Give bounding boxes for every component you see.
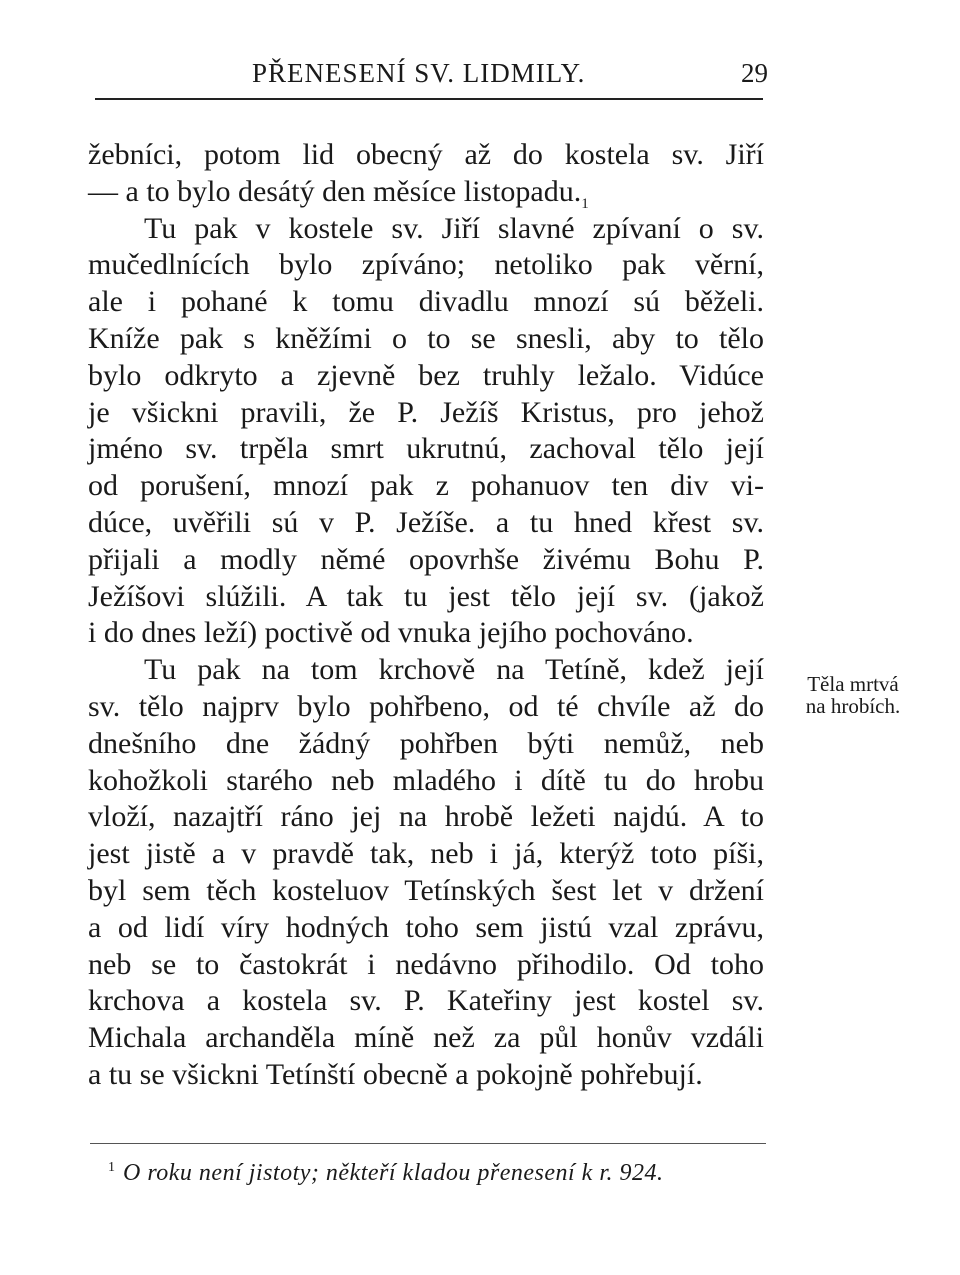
text-line: a od lidí víry hodných toho sem jistú vzal zprávu,	[88, 910, 764, 944]
text-line: i do dnes leží) poctivě od vnuka jejího pochováno.	[88, 616, 694, 650]
body-text	[88, 137, 764, 1094]
margin-note-line: Těla mrtvá	[807, 672, 899, 696]
text-line: Tu pak v kostele sv. Jiří slavné zpívaní o sv.	[144, 211, 764, 245]
text-line: vloží, nazajtří ráno jej na hrobě ležeti najdú. A to	[88, 800, 764, 834]
running-title: PŘENESENÍ SV. LIDMILY.	[252, 58, 586, 88]
footnote-text: O roku není jistoty; někteří kladou přenesení k r. 924.	[123, 1160, 664, 1186]
text-line: ale i pohané k tomu divadlu mnozí sú běželi.	[88, 285, 764, 319]
text-line: jest jistě a v pravdě tak, neb i já, kterýž toto píši,	[88, 837, 764, 871]
text-line: mučedlnících bylo zpíváno; netoliko pak věrní,	[88, 248, 764, 282]
text-line: Kníže pak s kněžími o to se snesli, aby to tělo	[88, 321, 764, 355]
text-line: přijali a modly němé opovrhše živému Bohu P.	[88, 542, 764, 576]
text-line: krchova a kostela sv. P. Kateřiny jest kostel sv.	[88, 984, 764, 1018]
text-line: a tu se všickni Tetínští obecně a pokojně pohřebují.	[88, 1057, 703, 1091]
footnote-mark: 1	[108, 1160, 115, 1175]
text-line: bylo odkryto a zjevně bez truhly ležalo. Vidúce	[88, 358, 764, 392]
text-line: Ježíšovi slúžili. A tak tu jest tělo její sv. (jakož	[88, 579, 764, 613]
running-head	[90, 58, 768, 98]
page-number: 29	[741, 58, 768, 88]
text-line: žebníci, potom lid obecný až do kostela sv. Jiří	[88, 138, 764, 171]
margin-note-line: na hrobích.	[805, 694, 901, 718]
text-line-content: — a to bylo desátý den měsíce listopadu.	[88, 174, 582, 208]
text-line: byl sem těch kosteluov Tetínských šest let v držení	[88, 873, 764, 907]
footnote	[108, 1160, 768, 1187]
footnote-rule	[90, 1143, 766, 1144]
text-line: sv. tělo najprv bylo pohřbeno, od té chvíle až do	[88, 689, 764, 723]
text-line: jméno sv. trpěla smrt ukrutnú, zachoval tělo její	[88, 432, 764, 466]
text-line	[88, 174, 764, 211]
text-line: je všickni pravili, že P. Ježíš Kristus, pro jehož	[88, 395, 764, 429]
text-line: neb se to častokrát i nedávno přihodilo. Od toho	[88, 947, 764, 981]
text-line: kohožkoli starého neb mladého i dítě tu do hrobu	[88, 763, 764, 797]
footnote-reference: 1	[581, 195, 589, 212]
text-line: od porušení, mnozí pak z pohanuov ten div vi-	[88, 469, 764, 503]
text-line: Tu pak na tom krchově na Tetíně, kdež její	[144, 653, 764, 687]
text-line: Michala archanděla míně než za půl honův vzdáli	[88, 1021, 764, 1055]
text-line: dúce, uvěřili sú v P. Ježíše. a tu hned křest sv.	[88, 505, 764, 539]
margin-note	[778, 673, 928, 717]
header-rule	[95, 98, 763, 100]
text-line: dnešního dne žádný pohřben býti nemůž, neb	[88, 726, 764, 760]
